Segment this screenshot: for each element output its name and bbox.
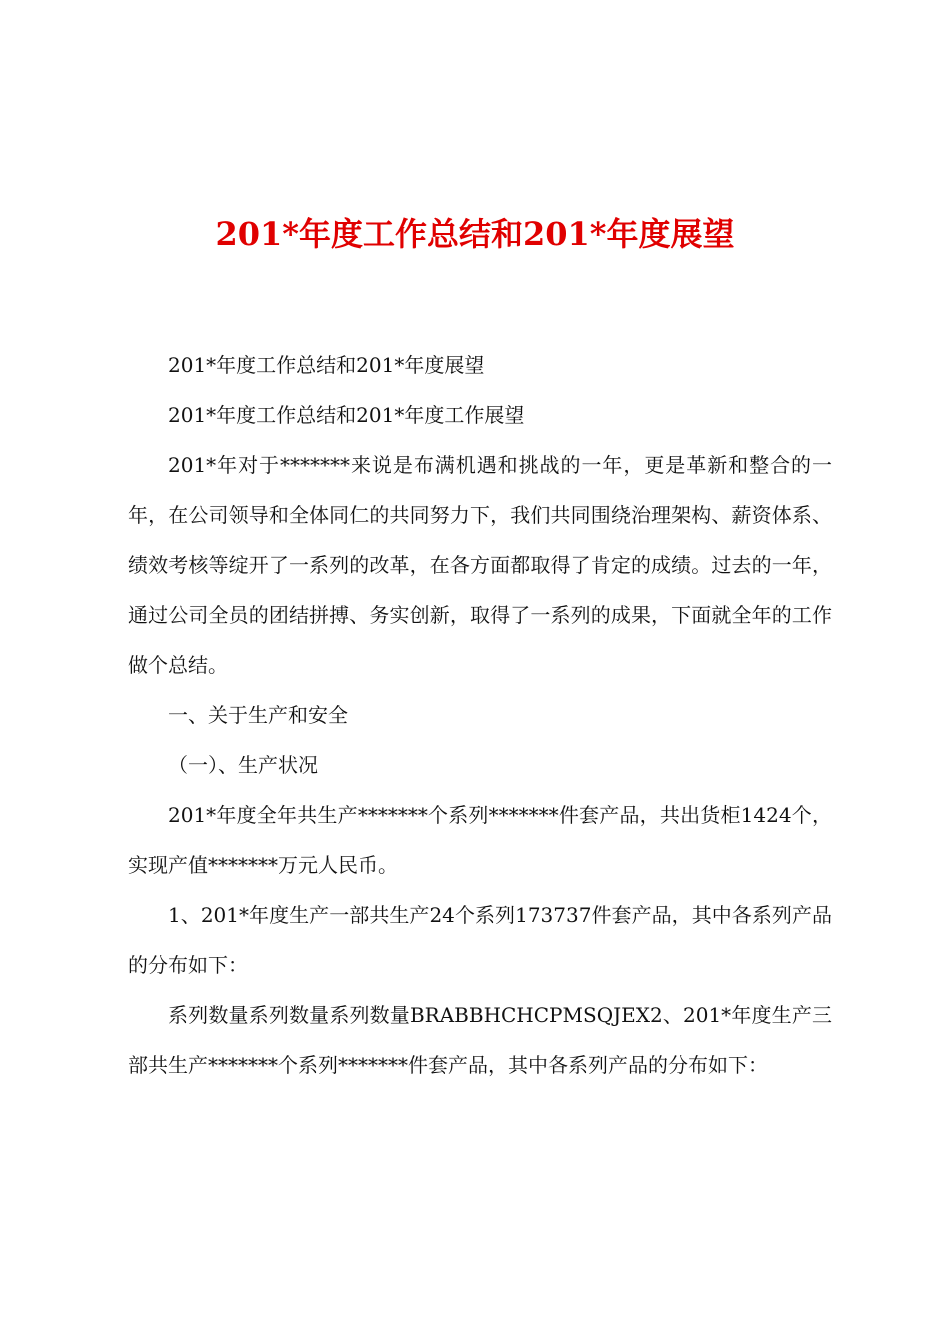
paragraph-heading-summary: 201*年度工作总结和201*年度展望 xyxy=(168,353,485,377)
paragraph-heading-outlook: 201*年度工作总结和201*年度工作展望 xyxy=(168,403,525,427)
paragraph-dept-one: 1、201*年度生产一部共生产24个系列173737件套产品，其中各系列产品的分布如下： xyxy=(128,903,832,977)
paragraph-dept-three: 系列数量系列数量系列数量BRABBHCHCPMSQJEX2、201*年度生产三部共生产*******个系列*******件套产品，其中各系列产品的分布如下： xyxy=(128,1003,832,1077)
paragraph-intro: 201*年对于*******来说是布满机遇和挑战的一年，更是革新和整合的一年，在公司领导和全体同仁的共同努力下，我们共同围绕治理架构、薪资体系、绩效考核等绽开了一系列的改革，在各方面都取得了肯定的成绩。过去的一年，通过公司全员的团结拼搏、务实创新，取得了一系列的成果，下面就全年的工作做个总结。 xyxy=(128,453,832,677)
document-title: 201*年度工作总结和201*年度展望 xyxy=(215,215,735,253)
document-body xyxy=(128,340,832,1090)
section-heading-production-safety: 一、关于生产和安全 xyxy=(168,703,348,727)
paragraph-annual-output: 201*年度全年共生产*******个系列*******件套产品，共出货柜1424个，实现产值*******万元人民币。 xyxy=(128,803,832,877)
subsection-heading-production-status: （一）、生产状况 xyxy=(168,753,318,777)
